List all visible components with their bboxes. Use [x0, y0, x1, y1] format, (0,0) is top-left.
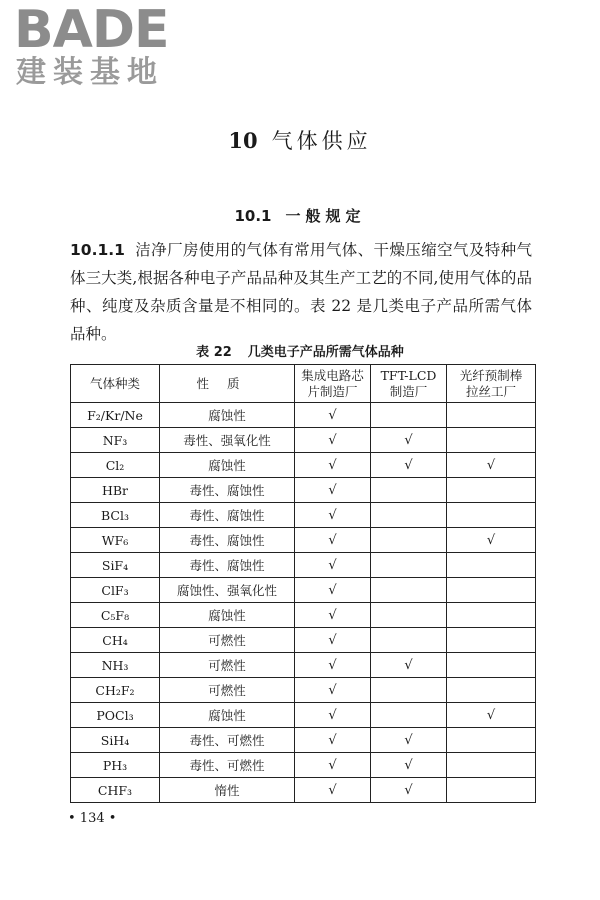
gas-table — [70, 364, 536, 803]
cell-property: 可燃性 — [160, 628, 295, 653]
cell-fiber — [447, 728, 536, 753]
cell-gas: NF₃ — [71, 428, 160, 453]
cell-tft — [371, 403, 447, 428]
table-header-row — [71, 365, 536, 403]
cell-fiber — [447, 403, 536, 428]
chapter-number: 10 — [228, 128, 258, 153]
cell-tft — [371, 478, 447, 503]
cell-tft — [371, 503, 447, 528]
cell-fiber — [447, 578, 536, 603]
cell-fiber: √ — [447, 453, 536, 478]
cell-ic: √ — [295, 753, 371, 778]
cell-gas: C₅F₈ — [71, 603, 160, 628]
cell-tft — [371, 528, 447, 553]
cell-fiber: √ — [447, 703, 536, 728]
table-row — [71, 428, 536, 453]
clause-number: 10.1.1 — [70, 241, 125, 259]
cell-gas: CH₄ — [71, 628, 160, 653]
cell-ic: √ — [295, 478, 371, 503]
cell-ic: √ — [295, 703, 371, 728]
cell-property: 毒性、腐蚀性 — [160, 503, 295, 528]
cell-gas: ClF₃ — [71, 578, 160, 603]
table-row — [71, 703, 536, 728]
cell-property: 毒性、腐蚀性 — [160, 528, 295, 553]
cell-property: 可燃性 — [160, 653, 295, 678]
cell-fiber — [447, 753, 536, 778]
cell-fiber — [447, 628, 536, 653]
table-caption-text: 几类电子产品所需气体品种 — [247, 345, 404, 360]
cell-property: 腐蚀性 — [160, 703, 295, 728]
cell-gas: SiF₄ — [71, 553, 160, 578]
cell-fiber — [447, 678, 536, 703]
clause-text: 洁净厂房使用的气体有常用气体、干燥压缩空气及特种气体三大类,根据各种电子产品品种及其生产工艺的不同,使用气体的品种、纯度及杂质含量是不相同的。表 22 是几类电子产品所需气体品种。 — [70, 241, 532, 343]
table-row — [71, 453, 536, 478]
section-title — [0, 205, 600, 226]
cell-tft: √ — [371, 453, 447, 478]
cell-tft — [371, 678, 447, 703]
section-name: 一般规定 — [285, 207, 366, 225]
cell-property: 可燃性 — [160, 678, 295, 703]
cell-tft: √ — [371, 653, 447, 678]
cell-property: 腐蚀性、强氧化性 — [160, 578, 295, 603]
header-property: 性质 — [160, 365, 295, 403]
table-row — [71, 578, 536, 603]
cell-fiber — [447, 653, 536, 678]
logo-brand: BADE — [14, 0, 169, 60]
cell-tft — [371, 553, 447, 578]
table-row — [71, 603, 536, 628]
table-row — [71, 628, 536, 653]
cell-fiber — [447, 428, 536, 453]
header-ic: 集成电路芯片制造厂 — [295, 365, 371, 403]
logo-subtitle: 建装基地 — [16, 55, 164, 90]
chapter-title — [0, 125, 600, 155]
cell-property: 毒性、腐蚀性 — [160, 553, 295, 578]
cell-property: 腐蚀性 — [160, 403, 295, 428]
table-row — [71, 503, 536, 528]
cell-gas: F₂/Kr/Ne — [71, 403, 160, 428]
page-number: • 134 • — [68, 811, 117, 826]
cell-tft — [371, 703, 447, 728]
header-tft: TFT-LCD制造厂 — [371, 365, 447, 403]
cell-tft: √ — [371, 753, 447, 778]
cell-fiber — [447, 503, 536, 528]
cell-property: 毒性、腐蚀性 — [160, 478, 295, 503]
cell-ic: √ — [295, 453, 371, 478]
cell-ic: √ — [295, 403, 371, 428]
bade-logo — [14, 0, 174, 96]
cell-property: 腐蚀性 — [160, 453, 295, 478]
cell-property: 毒性、可燃性 — [160, 753, 295, 778]
table-number: 表 22 — [196, 345, 232, 360]
cell-tft: √ — [371, 778, 447, 803]
table-row — [71, 403, 536, 428]
cell-ic: √ — [295, 578, 371, 603]
table-row — [71, 653, 536, 678]
cell-ic: √ — [295, 503, 371, 528]
cell-tft — [371, 628, 447, 653]
cell-ic: √ — [295, 628, 371, 653]
cell-gas: BCl₃ — [71, 503, 160, 528]
cell-gas: Cl₂ — [71, 453, 160, 478]
cell-gas: PH₃ — [71, 753, 160, 778]
cell-fiber — [447, 603, 536, 628]
table-caption — [0, 341, 600, 360]
cell-property: 惰性 — [160, 778, 295, 803]
cell-gas: SiH₄ — [71, 728, 160, 753]
table-row — [71, 753, 536, 778]
header-fiber: 光纤预制棒拉丝工厂 — [447, 365, 536, 403]
chapter-name: 气体供应 — [271, 129, 372, 153]
clause-paragraph — [70, 236, 532, 348]
cell-ic: √ — [295, 603, 371, 628]
cell-gas: WF₆ — [71, 528, 160, 553]
table-row — [71, 478, 536, 503]
table-row — [71, 553, 536, 578]
cell-gas: NH₃ — [71, 653, 160, 678]
cell-ic: √ — [295, 428, 371, 453]
cell-fiber: √ — [447, 528, 536, 553]
cell-ic: √ — [295, 528, 371, 553]
table-row — [71, 678, 536, 703]
cell-gas: CHF₃ — [71, 778, 160, 803]
cell-ic: √ — [295, 728, 371, 753]
cell-ic: √ — [295, 653, 371, 678]
cell-fiber — [447, 553, 536, 578]
table-row — [71, 778, 536, 803]
cell-tft: √ — [371, 428, 447, 453]
cell-gas: POCl₃ — [71, 703, 160, 728]
cell-property: 毒性、可燃性 — [160, 728, 295, 753]
cell-ic: √ — [295, 678, 371, 703]
section-number: 10.1 — [234, 207, 272, 225]
cell-tft — [371, 603, 447, 628]
header-gas: 气体种类 — [71, 365, 160, 403]
table-row — [71, 528, 536, 553]
table-row — [71, 728, 536, 753]
cell-tft — [371, 578, 447, 603]
cell-ic: √ — [295, 553, 371, 578]
cell-property: 毒性、强氧化性 — [160, 428, 295, 453]
cell-ic: √ — [295, 778, 371, 803]
cell-gas: CH₂F₂ — [71, 678, 160, 703]
cell-gas: HBr — [71, 478, 160, 503]
cell-fiber — [447, 778, 536, 803]
cell-property: 腐蚀性 — [160, 603, 295, 628]
cell-fiber — [447, 478, 536, 503]
cell-tft: √ — [371, 728, 447, 753]
